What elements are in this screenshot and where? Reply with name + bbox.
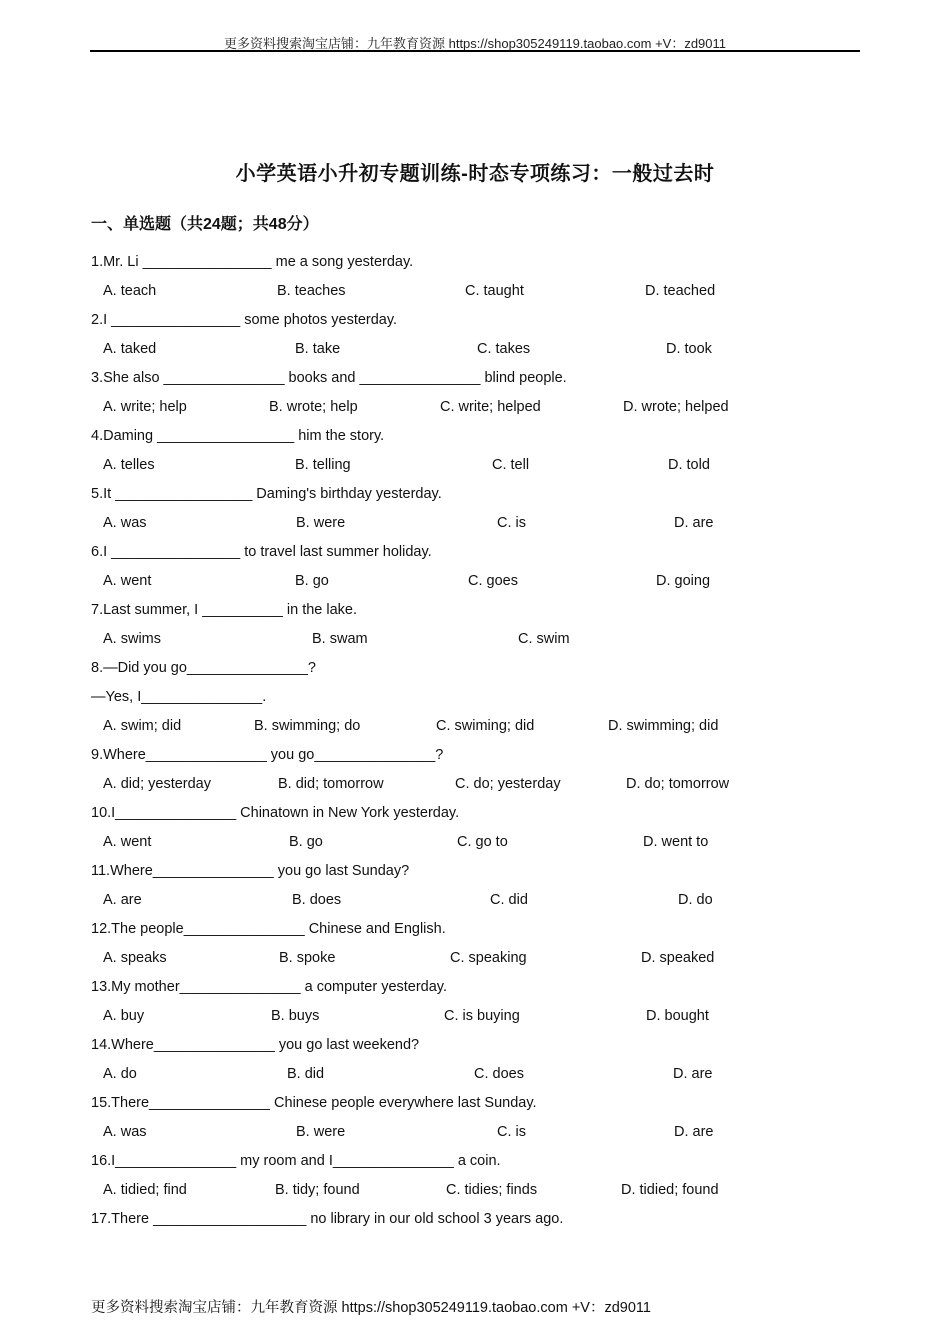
answer-options — [91, 509, 861, 538]
answer-option: C. speaking — [450, 950, 527, 966]
answer-option: D. took — [666, 341, 712, 357]
answer-option: D. do; tomorrow — [626, 776, 730, 792]
answer-options — [91, 770, 861, 799]
answer-options — [91, 625, 861, 654]
answer-option: A. went — [103, 573, 152, 589]
answer-options — [91, 335, 861, 364]
answer-option: C. takes — [477, 341, 531, 357]
answer-option: B. did; tomorrow — [278, 776, 384, 792]
answer-option: D. tidied; found — [621, 1182, 719, 1198]
answer-option: C. swim — [518, 631, 570, 647]
question-stem-line2: —Yes, I_______________. — [91, 689, 267, 705]
answer-option: B. take — [295, 341, 341, 357]
answer-option: A. did; yesterday — [103, 776, 211, 792]
question-stem: 9.Where_______________ you go_______________? — [91, 747, 444, 763]
question-stem: 7.Last summer, I __________ in the lake. — [91, 602, 358, 618]
answer-options — [91, 1002, 861, 1031]
page-footer: 更多资料搜索淘宝店铺：九年教育资源 https://shop305249119.taobao.com +V：zd9011 — [91, 1300, 651, 1316]
section-heading: 一、单选题（共24题；共48分） — [91, 216, 319, 233]
question-stem: 8.—Did you go_______________? — [91, 660, 316, 676]
answer-option: C. swiming; did — [436, 718, 535, 734]
question-stem: 3.She also _______________ books and _______________ blind people. — [91, 370, 567, 386]
answer-option: A. do — [103, 1066, 137, 1082]
question-stem: 2.I ________________ some photos yesterday. — [91, 312, 398, 328]
answer-option: A. speaks — [103, 950, 167, 966]
question-stem: 13.My mother_______________ a computer yesterday. — [91, 979, 448, 995]
answer-option: D. are — [674, 515, 714, 531]
answer-option: A. went — [103, 834, 152, 850]
question-stem: 16.I_______________ my room and I_______________ a coin. — [91, 1153, 501, 1169]
answer-option: A. swims — [103, 631, 161, 647]
answer-option: C. goes — [468, 573, 518, 589]
answer-option: C. is buying — [444, 1008, 520, 1024]
answer-option: D. bought — [646, 1008, 709, 1024]
answer-options — [91, 1118, 861, 1147]
answer-option: A. tidied; find — [103, 1182, 187, 1198]
question-stem: 10.I_______________ Chinatown in New York yesterday. — [91, 805, 460, 821]
answer-option: A. was — [103, 515, 147, 531]
answer-option: A. are — [103, 892, 142, 908]
answer-option: D. wrote; helped — [623, 399, 729, 415]
answer-option: A. was — [103, 1124, 147, 1140]
answer-option: D. going — [656, 573, 711, 589]
answer-options — [91, 393, 861, 422]
question-stem: 6.I ________________ to travel last summer holiday. — [91, 544, 432, 560]
answer-option: A. write; help — [103, 399, 187, 415]
answer-options — [91, 1060, 861, 1089]
question-stem: 11.Where_______________ you go last Sunday? — [91, 863, 410, 879]
question-stem: 17.There ___________________ no library in our old school 3 years ago. — [91, 1211, 564, 1227]
page-header: 更多资料搜索淘宝店铺：九年教育资源 https://shop305249119.taobao.com +V：zd9011 — [223, 36, 727, 51]
answer-option: D. are — [673, 1066, 713, 1082]
answer-option: C. tidies; finds — [446, 1182, 538, 1198]
answer-option: D. speaked — [641, 950, 715, 966]
answer-option: C. did — [490, 892, 528, 908]
answer-option: B. go — [295, 573, 329, 589]
question-list — [91, 248, 861, 1234]
answer-option: C. tell — [492, 457, 530, 473]
answer-option: C. do; yesterday — [455, 776, 561, 792]
answer-option: B. wrote; help — [269, 399, 358, 415]
answer-options — [91, 944, 861, 973]
answer-option: D. are — [674, 1124, 714, 1140]
answer-option: A. taked — [103, 341, 157, 357]
answer-option: A. telles — [103, 457, 155, 473]
question-stem: 12.The people_______________ Chinese and English. — [91, 921, 446, 937]
answer-option: C. write; helped — [440, 399, 541, 415]
answer-options — [91, 1176, 861, 1205]
question-stem: 5.It _________________ Daming's birthday yesterday. — [91, 486, 442, 502]
answer-option: B. were — [296, 515, 346, 531]
answer-option: D. told — [668, 457, 710, 473]
answer-option: C. does — [474, 1066, 524, 1082]
answer-option: B. were — [296, 1124, 346, 1140]
answer-option: B. telling — [295, 457, 351, 473]
answer-options — [91, 567, 861, 596]
answer-option: C. is — [497, 1124, 526, 1140]
answer-option: B. does — [292, 892, 342, 908]
question-stem: 15.There_______________ Chinese people everywhere last Sunday. — [91, 1095, 537, 1111]
answer-option: D. teached — [645, 283, 716, 299]
answer-option: A. buy — [103, 1008, 145, 1024]
document-title: 小学英语小升初专题训练-时态专项练习：一般过去时 — [235, 163, 715, 185]
answer-option: B. teaches — [277, 283, 346, 299]
answer-option: B. did — [287, 1066, 325, 1082]
answer-option: D. do — [678, 892, 713, 908]
answer-option: B. go — [289, 834, 323, 850]
question-stem: 1.Mr. Li ________________ me a song yesterday. — [91, 254, 414, 270]
answer-options — [91, 886, 861, 915]
answer-option: D. went to — [643, 834, 709, 850]
answer-options — [91, 828, 861, 857]
answer-option: B. buys — [271, 1008, 320, 1024]
answer-options — [91, 451, 861, 480]
answer-option: B. swimming; do — [254, 718, 361, 734]
answer-option: C. go to — [457, 834, 508, 850]
answer-option: B. tidy; found — [275, 1182, 360, 1198]
header-divider — [90, 50, 860, 52]
answer-option: B. spoke — [279, 950, 336, 966]
answer-options — [91, 712, 861, 741]
answer-option: B. swam — [312, 631, 368, 647]
answer-option: C. taught — [465, 283, 524, 299]
answer-options — [91, 277, 861, 306]
answer-option: C. is — [497, 515, 526, 531]
answer-option: D. swimming; did — [608, 718, 719, 734]
question-stem: 4.Daming _________________ him the story. — [91, 428, 385, 444]
question-stem: 14.Where_______________ you go last weekend? — [91, 1037, 420, 1053]
answer-option: A. swim; did — [103, 718, 182, 734]
answer-option: A. teach — [103, 283, 157, 299]
